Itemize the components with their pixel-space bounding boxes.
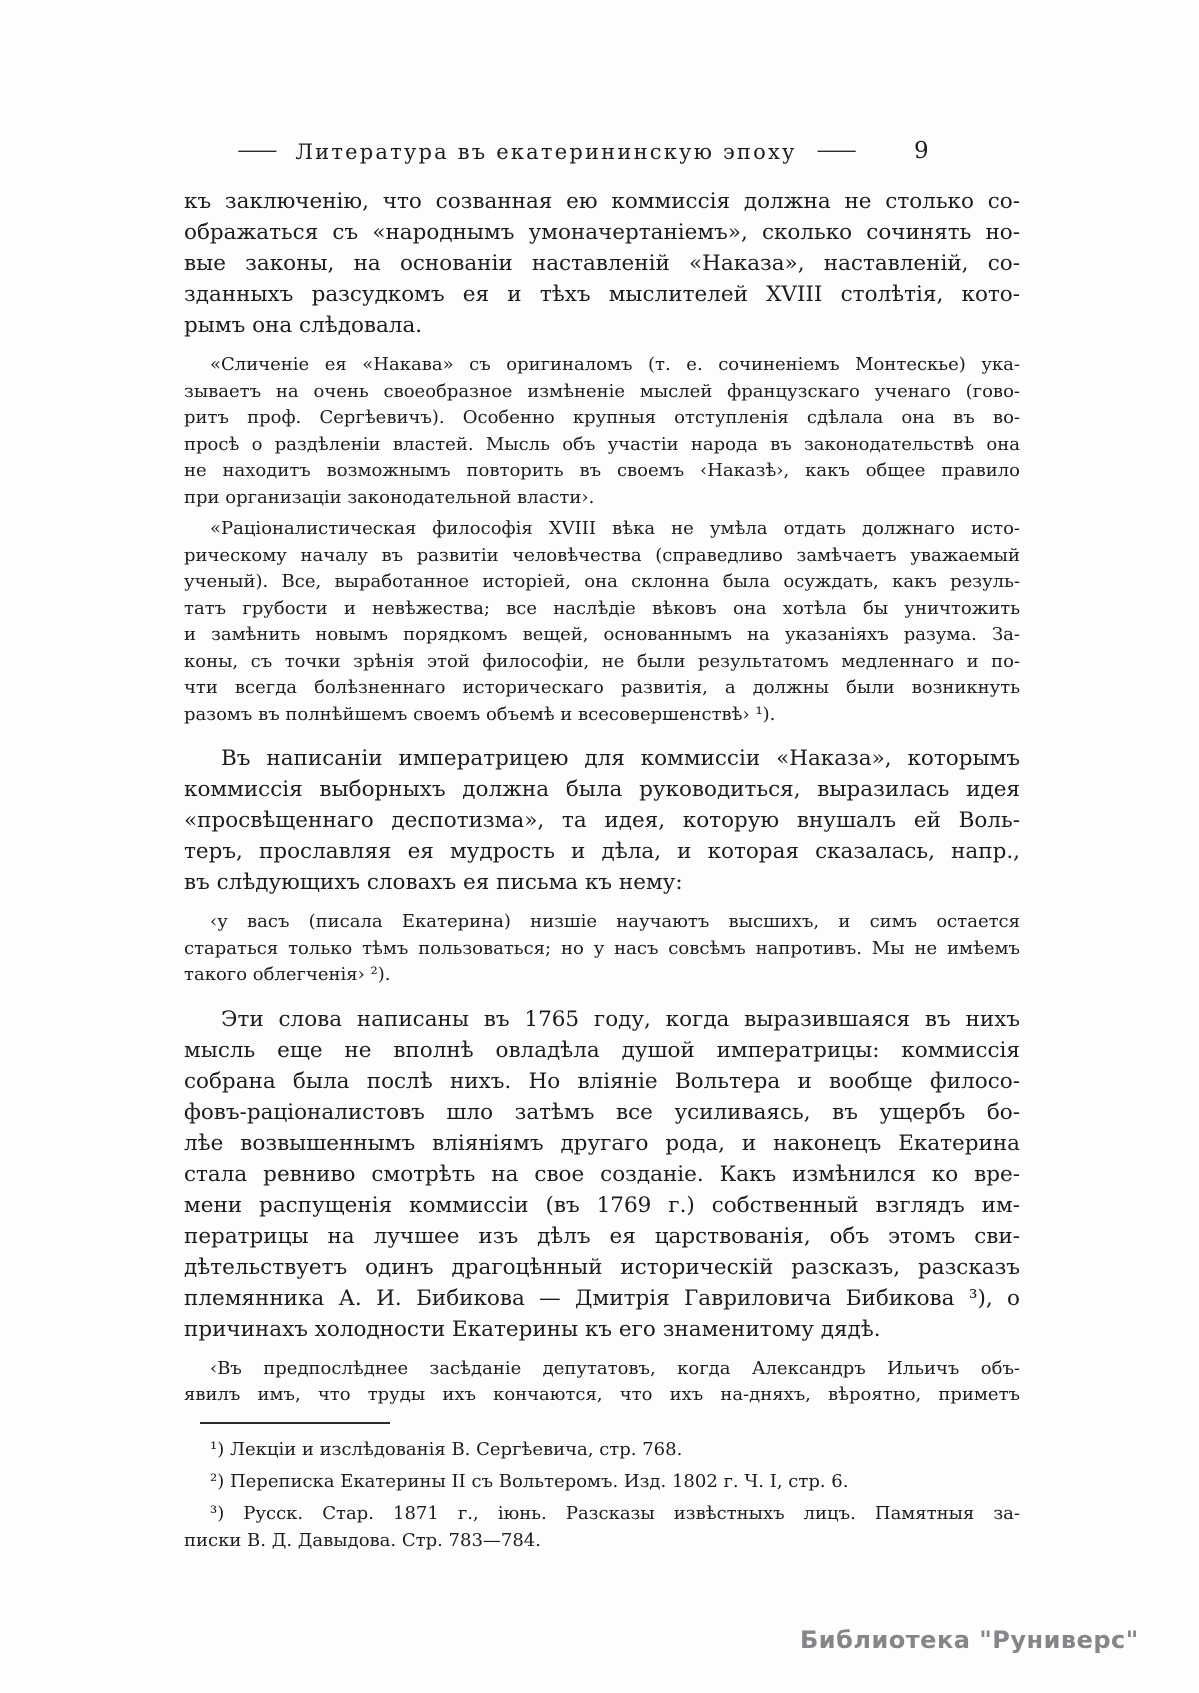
text-line: причинахъ холодности Екатерины къ его знаменитому дядѣ. xyxy=(184,1316,881,1342)
text-column xyxy=(184,186,1020,1554)
header-right-dash: —— xyxy=(816,138,855,162)
text-line: не находитъ возможнымъ повторить въ своемъ ‹Наказѣ›, какъ общее правило xyxy=(184,460,1020,481)
footnote-3 xyxy=(184,1500,1020,1554)
text-line: къ заключенію, что созванная ею коммиссія должна не столько со- xyxy=(184,189,1020,214)
footnote-separator xyxy=(200,1422,390,1424)
text-line: стала ревниво смотрѣть на свое созданіе. Какъ измѣнился ко вре- xyxy=(184,1161,1020,1187)
text-line: теръ, прославляя ея мудрость и дѣла, и которая сказалась, напр., xyxy=(184,839,1020,864)
text-line: зываетъ на очень своеобразное измѣненіе мыслей французскаго ученаго (гово- xyxy=(184,380,1020,402)
running-header xyxy=(185,140,907,164)
text-line: ²) Переписка Екатерины II съ Вольтеромъ. Изд. 1802 г. Ч. I, стр. 6. xyxy=(210,1470,849,1492)
text-line: фовъ-раціоналистовъ шло затѣмъ все усиливаясь, въ ущербъ бо- xyxy=(184,1099,1020,1125)
text-line: Эти слова написаны въ 1765 году, когда выразившаяся въ нихъ xyxy=(221,1006,1020,1032)
text-line: «Сличеніе ея «Накава» съ оригиналомъ (т. е. сочиненіемъ Монтескье) ука- xyxy=(210,354,1020,375)
footnotes-section xyxy=(184,1436,1020,1554)
text-line: собрана была послѣ нихъ. Но вліяніе Вольтера и вообще филосо- xyxy=(184,1068,1020,1094)
text-line: рическому началу въ развитіи человѣчества (справедливо замѣчаетъ уважаемый xyxy=(184,544,1020,566)
text-line: Въ написаніи императрицею для коммиссіи «Наказа», которымъ xyxy=(221,746,1020,771)
quote-slichenie-nakaza xyxy=(184,352,1020,511)
text-line: ³) Русск. Стар. 1871 г., іюнь. Разсказы извѣстныхъ лицъ. Памятныя за- xyxy=(210,1502,1020,1524)
text-line: ученый). Все, выработанное исторіей, она склонна была осуждать, какъ резуль- xyxy=(184,571,1020,592)
text-line: ображаться съ «народнымъ умоначертаніемъ», сколько сочинять но- xyxy=(184,220,1020,245)
text-line: стараться только тѣмъ пользоваться; но у насъ совсѣмъ напротивъ. Мы не имѣемъ xyxy=(184,937,1020,959)
page-title: Литература въ екатерининскую эпоху xyxy=(295,140,797,164)
text-line: рымъ она слѣдовала. xyxy=(184,313,423,338)
text-line: коммиссія выборныхъ должна была руководиться, выразилась идея xyxy=(184,777,1020,802)
text-line: мысль еще не вполнѣ овладѣла душой императрицы: коммиссія xyxy=(184,1037,1020,1063)
quote-deputies-session xyxy=(184,1356,1020,1409)
text-line: явилъ имъ, что труды ихъ кончаются, что ихъ на-дняхъ, вѣроятно, приметъ xyxy=(184,1384,1020,1405)
text-line: такого облегченія› ²). xyxy=(184,964,391,985)
text-line: мени распущенія коммиссіи (въ 1769 г.) собственный взглядъ им- xyxy=(184,1192,1020,1218)
text-line: коны, съ точки зрѣнія этой философіи, не были результатомъ медленнаго и по- xyxy=(184,650,1020,672)
page-number: 9 xyxy=(914,138,929,164)
text-line: зданныхъ разсудкомъ ея и тѣхъ мыслителей XVIII столѣтія, кото- xyxy=(184,282,1020,307)
text-line: вые законы, на основаніи наставленій «Наказа», наставленій, со- xyxy=(184,251,1020,276)
watermark: Библиотека "Руниверс" xyxy=(800,1626,1139,1654)
quote-catherine-letter xyxy=(184,909,1020,989)
text-line: ‹у васъ (писала Екатерина) низшіе научаютъ высшихъ, и симъ остается xyxy=(210,911,1020,932)
text-line: татъ грубости и невѣжества; все наслѣдіе вѣковъ она хотѣла бы уничтожить xyxy=(184,597,1020,619)
quote-rationalist-philosophy xyxy=(184,516,1020,728)
paragraph-conclusion-continued xyxy=(184,186,1020,341)
text-line: ¹) Лекціи и изслѣдованія В. Сергѣевича, стр. 768. xyxy=(210,1438,683,1460)
text-line: писки В. Д. Давыдова. Стр. 783—784. xyxy=(184,1529,541,1551)
text-line: и замѣнить новымъ порядкомъ вещей, основаннымъ на указаніяхъ разума. За- xyxy=(184,624,1020,645)
text-line: дѣтельствуетъ одинъ драгоцѣнный историческій разсказъ, разсказъ xyxy=(184,1254,1020,1280)
text-line: «просвѣщеннаго деспотизма», та идея, которую внушалъ ей Воль- xyxy=(184,808,1020,833)
text-line: при организаціи законодательной власти›. xyxy=(184,486,595,508)
text-line: просѣ о раздѣленіи властей. Мысль объ участіи народа въ законодательствѣ она xyxy=(184,433,1020,455)
text-line: ритъ проф. Сергѣевичъ). Особенно крупныя отступленія сдѣлала она въ во- xyxy=(184,407,1020,428)
text-line: «Раціоналистическая философія XVIII вѣка не умѣла отдать должнаго исто- xyxy=(210,518,1020,539)
footnote-1 xyxy=(184,1436,1020,1463)
header-left-dash: —— xyxy=(237,138,276,162)
paragraph-1765-words xyxy=(184,1004,1020,1345)
text-line: лѣе возвышеннымъ вліяніямъ другаго рода, и наконецъ Екатерина xyxy=(184,1130,1020,1156)
footnote-2 xyxy=(184,1468,1020,1495)
text-line: въ слѣдующихъ словахъ ея письма къ нему: xyxy=(184,870,683,895)
text-line: чти всегда болѣзненнаго историческаго развитія, а должны были возникнуть xyxy=(184,677,1020,698)
text-line: ‹Въ предпослѣднее засѣданіе депутатовъ, когда Александръ Ильичъ объ- xyxy=(210,1357,1020,1379)
paragraph-nakaz-idea xyxy=(184,743,1020,898)
text-line: разомъ въ полнѣйшемъ своемъ объемѣ и всесовершенствѣ› ¹). xyxy=(184,703,776,725)
body-paragraphs xyxy=(184,186,1020,1409)
text-line: племянника А. И. Бибикова — Дмитрія Гавриловича Бибикова ³), о xyxy=(184,1285,1020,1311)
text-line: ператрицы на лучшее изъ дѣлъ ея царствованія, объ этомъ сви- xyxy=(184,1223,1020,1249)
